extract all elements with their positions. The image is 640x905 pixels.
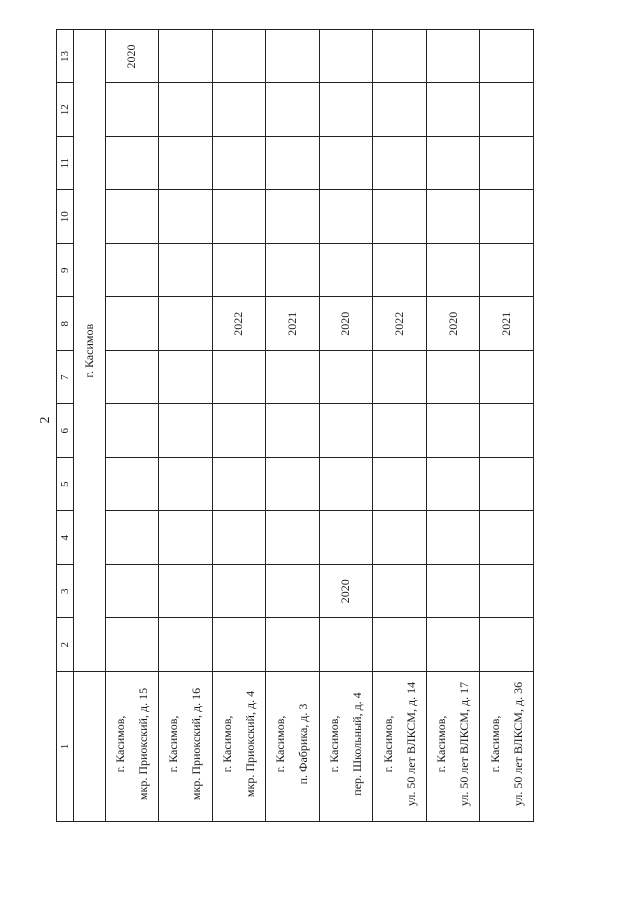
year-cell: [212, 83, 266, 137]
year-cell: 2020: [105, 30, 159, 83]
year-cell: [480, 190, 534, 244]
address-cell: [105, 672, 159, 822]
table-row: [159, 30, 213, 822]
column-number-8: 8: [57, 297, 74, 351]
year-cell: [105, 137, 159, 191]
year-cell: [212, 618, 266, 672]
column-number-10: 10: [57, 190, 74, 244]
year-cell: [426, 137, 480, 191]
year-cell: [266, 404, 320, 458]
year-cell: [266, 511, 320, 565]
year-cell: [319, 190, 373, 244]
region-row: [74, 30, 105, 822]
address-street: п. Фабрика, д. 3: [296, 703, 311, 785]
column-number-13: 13: [57, 30, 74, 83]
address-cell: [373, 672, 427, 822]
year-cell: [480, 565, 534, 619]
year-cell: [373, 244, 427, 298]
year-cell: [266, 458, 320, 512]
year-cell: [319, 351, 373, 405]
year-cell: [159, 511, 213, 565]
year-cell: [319, 30, 373, 83]
year-cell: [319, 244, 373, 298]
year-cell: [212, 137, 266, 191]
address-street: ул. 50 лет ВЛКСМ, д. 14: [403, 681, 418, 807]
table-row: [319, 30, 373, 822]
year-cell: 2021: [480, 297, 534, 351]
address-city: г. Касимов,: [273, 715, 288, 773]
year-cell: [159, 83, 213, 137]
year-cell: [159, 458, 213, 512]
year-cell: [426, 511, 480, 565]
column-number-1: 1: [57, 672, 74, 822]
year-cell: [480, 458, 534, 512]
column-number-12: 12: [57, 83, 74, 137]
year-cell: [426, 30, 480, 83]
year-cell: [212, 511, 266, 565]
address-cell: [159, 672, 213, 822]
address-city: г. Касимов,: [380, 715, 395, 773]
year-cell: [373, 618, 427, 672]
year-cell: [266, 244, 320, 298]
year-cell: [373, 458, 427, 512]
address-cell: [319, 672, 373, 822]
year-cell: [426, 404, 480, 458]
year-cell: [373, 30, 427, 83]
year-cell: [105, 244, 159, 298]
address-cell: [426, 672, 480, 822]
year-cell: [212, 565, 266, 619]
year-cell: [105, 190, 159, 244]
year-cell: 2022: [373, 297, 427, 351]
schedule-table: [56, 30, 534, 823]
year-cell: [480, 404, 534, 458]
year-cell: [159, 351, 213, 405]
year-cell: [319, 404, 373, 458]
year-cell: [159, 565, 213, 619]
page-number: 2: [38, 416, 53, 424]
year-cell: [212, 244, 266, 298]
year-cell: [319, 511, 373, 565]
year-cell: [319, 137, 373, 191]
year-cell: [159, 190, 213, 244]
year-cell: 2020: [319, 297, 373, 351]
address-street: пер. Школьный, д. 4: [349, 692, 364, 796]
address-street: ул. 50 лет ВЛКСМ, д. 36: [510, 681, 525, 807]
table-row: [373, 30, 427, 822]
column-number-9: 9: [57, 244, 74, 298]
column-number-row: [57, 30, 74, 822]
year-cell: [480, 618, 534, 672]
year-cell: 2020: [426, 297, 480, 351]
address-street: мкр. Приокский, д. 4: [242, 690, 257, 798]
year-cell: [373, 83, 427, 137]
table-row: [426, 30, 480, 822]
table-row: [212, 30, 266, 822]
year-cell: [105, 458, 159, 512]
year-cell: [159, 404, 213, 458]
address-street: мкр. Приокский, д. 16: [189, 687, 204, 801]
address-city: г. Касимов,: [219, 715, 234, 773]
year-cell: [105, 351, 159, 405]
year-cell: [159, 30, 213, 83]
address-city: г. Касимов,: [487, 715, 502, 773]
address-city: г. Касимов,: [434, 715, 449, 773]
year-cell: [266, 565, 320, 619]
year-cell: [426, 565, 480, 619]
table-row: [105, 30, 159, 822]
year-cell: [373, 137, 427, 191]
year-cell: [105, 565, 159, 619]
column-number-6: 6: [57, 404, 74, 458]
address-city: г. Касимов,: [166, 715, 181, 773]
address-cell: [266, 672, 320, 822]
year-cell: [266, 190, 320, 244]
year-cell: [480, 244, 534, 298]
year-cell: [426, 351, 480, 405]
year-cell: 2022: [212, 297, 266, 351]
year-cell: [105, 404, 159, 458]
address-city: г. Касимов,: [326, 715, 341, 773]
year-cell: [480, 30, 534, 83]
year-cell: [426, 244, 480, 298]
year-cell: [212, 458, 266, 512]
column-number-11: 11: [57, 137, 74, 191]
year-cell: [480, 137, 534, 191]
year-cell: [212, 30, 266, 83]
year-cell: [105, 297, 159, 351]
year-cell: [480, 351, 534, 405]
year-cell: [426, 190, 480, 244]
column-number-3: 3: [57, 565, 74, 619]
year-cell: [266, 83, 320, 137]
year-cell: [373, 190, 427, 244]
table-row: [266, 30, 320, 822]
year-cell: [373, 351, 427, 405]
year-cell: [159, 244, 213, 298]
year-cell: [266, 137, 320, 191]
year-cell: [319, 83, 373, 137]
address-cell: [212, 672, 266, 822]
year-cell: [266, 618, 320, 672]
year-cell: 2021: [266, 297, 320, 351]
address-street: мкр. Приокский, д. 15: [135, 687, 150, 801]
region-label: г. Касимов: [74, 30, 105, 672]
year-cell: [426, 458, 480, 512]
year-cell: [159, 137, 213, 191]
region-label-spacer: [74, 672, 105, 822]
year-cell: [426, 83, 480, 137]
address-city: г. Касимов,: [112, 715, 127, 773]
year-cell: [212, 351, 266, 405]
year-cell: [319, 458, 373, 512]
column-number-5: 5: [57, 458, 74, 512]
year-cell: [266, 351, 320, 405]
column-number-7: 7: [57, 351, 74, 405]
year-cell: [105, 83, 159, 137]
year-cell: [212, 190, 266, 244]
table-row: [480, 30, 534, 822]
year-cell: [159, 297, 213, 351]
year-cell: [373, 404, 427, 458]
year-cell: [480, 511, 534, 565]
column-number-4: 4: [57, 511, 74, 565]
year-cell: [105, 511, 159, 565]
address-street: ул. 50 лет ВЛКСМ, д. 17: [457, 681, 472, 807]
column-number-2: 2: [57, 618, 74, 672]
year-cell: [105, 618, 159, 672]
year-cell: [266, 30, 320, 83]
year-cell: 2020: [319, 565, 373, 619]
year-cell: [373, 511, 427, 565]
year-cell: [159, 618, 213, 672]
address-cell: [480, 672, 534, 822]
year-cell: [319, 618, 373, 672]
year-cell: [480, 83, 534, 137]
year-cell: [212, 404, 266, 458]
year-cell: [426, 618, 480, 672]
year-cell: [373, 565, 427, 619]
